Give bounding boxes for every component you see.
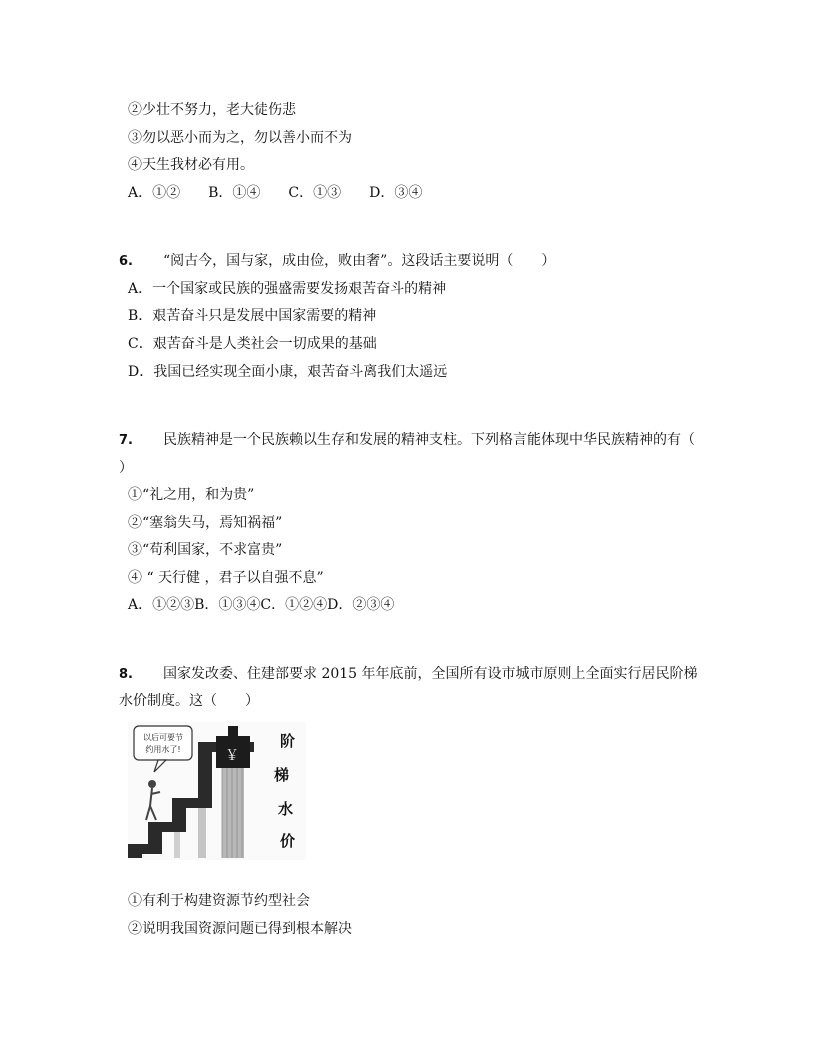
q8-stem-cont: 水价制度。这（ ） <box>119 693 259 709</box>
speech-line-1: 以后可要节 <box>143 733 183 742</box>
q6-stem <box>119 252 555 271</box>
q5-option-c[interactable]: C．①③ <box>288 185 342 201</box>
q8-item-1: ①有利于构建资源节约型社会 <box>128 893 310 909</box>
q7-item-4: ④ “ 天行健 ，君子以自强不息” <box>128 570 324 586</box>
q7-stem-cont: ） <box>119 460 133 476</box>
q6-option-a[interactable]: A．一个国家或民族的强盛需要发扬艰苦奋斗的精神 <box>128 281 447 297</box>
q7-item-2: ②“塞翁失马，焉知祸福” <box>128 515 283 531</box>
yuan-symbol: ￥ <box>225 748 239 764</box>
q8-item-2: ②说明我国资源问题已得到根本解决 <box>128 921 352 937</box>
vertical-char-2: 梯 <box>274 766 290 784</box>
q7-stem-text: 民族精神是一个民族赖以生存和发展的精神支柱。下列格言能体现中华民族精神的有（ <box>163 432 695 448</box>
vertical-char-3: 水 <box>278 800 294 818</box>
q5-item-3: ③勿以恶小而为之，勿以善小而不为 <box>128 130 352 146</box>
faucet-valve <box>228 726 238 738</box>
q5-item-2: ②少壮不努力，老大徒伤悲 <box>128 102 296 118</box>
q7-item-3: ③“苟利国家，不求富贵” <box>128 542 283 558</box>
water-price-cartoon <box>128 722 306 860</box>
q8-number: 8. <box>119 667 133 682</box>
speech-bubble <box>134 726 192 760</box>
q5-item-4: ④天生我材必有用。 <box>128 157 254 173</box>
q7-options[interactable]: A．①②③B．①③④C．①②④D．②③④ <box>128 597 395 613</box>
q6-number: 6. <box>119 254 133 269</box>
q7-number: 7. <box>119 433 133 448</box>
water-stream-large <box>222 768 244 858</box>
speech-line-2: 约用水了! <box>145 745 181 754</box>
water-drip <box>174 832 180 858</box>
q6-option-d[interactable]: D．我国已经实现全面小康，艰苦奋斗离我们太遥远 <box>128 364 448 380</box>
q7-item-1: ①“礼之用，和为贵” <box>128 487 255 503</box>
q8-stem <box>119 665 698 684</box>
q5-option-d[interactable]: D．③④ <box>369 185 423 201</box>
q6-option-c[interactable]: C．艰苦奋斗是人类社会一切成果的基础 <box>128 336 377 352</box>
vertical-char-1: 阶 <box>280 732 296 750</box>
water-stream-small <box>198 808 206 858</box>
q5-option-a[interactable]: A．①② <box>128 185 181 201</box>
q5-option-b[interactable]: B．①④ <box>208 185 261 201</box>
q5-options <box>128 184 450 202</box>
q6-option-b[interactable]: B．艰苦奋斗只是发展中国家需要的精神 <box>128 308 377 324</box>
q6-stem-text: “阅古今，国与家，成由俭，败由奢”。这段话主要说明（ ） <box>163 253 556 269</box>
vertical-char-4: 价 <box>280 832 296 850</box>
person-head <box>148 780 156 788</box>
q8-stem-text: 国家发改委、住建部要求 2015 年年底前，全国所有设市城市原则上全面实行居民阶梯 <box>163 666 698 682</box>
q7-stem <box>119 431 695 450</box>
